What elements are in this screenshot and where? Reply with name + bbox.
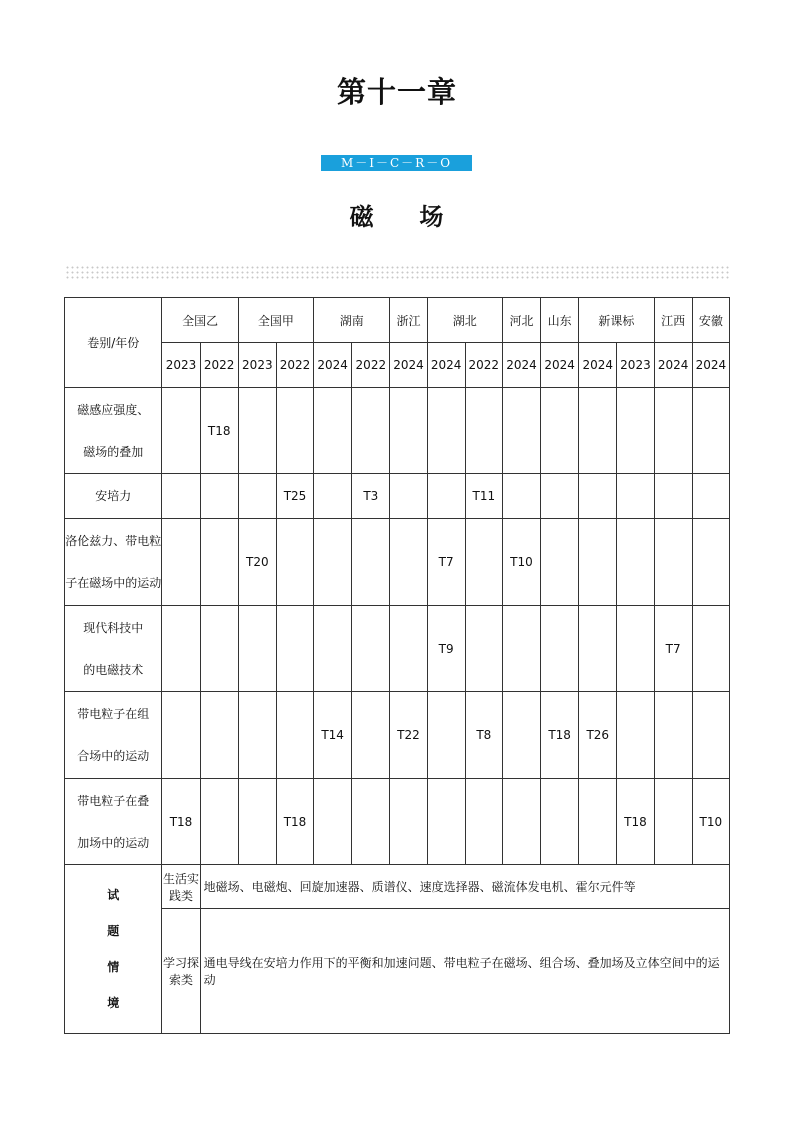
region-cell: 全国乙 — [162, 298, 238, 343]
question-cell — [579, 779, 617, 865]
question-cell — [390, 388, 427, 474]
question-cell — [654, 519, 692, 606]
question-cell — [427, 692, 465, 779]
year-cell: 2024 — [427, 343, 465, 388]
question-cell — [276, 692, 313, 779]
topic-label — [65, 519, 162, 606]
question-cell — [162, 474, 200, 519]
topic-row — [65, 388, 730, 474]
micro-badge: M－I－C－R－O — [321, 155, 472, 171]
question-cell — [276, 388, 313, 474]
question-cell — [238, 388, 276, 474]
region-cell: 安徽 — [692, 298, 729, 343]
region-cell: 全国甲 — [238, 298, 313, 343]
question-cell — [502, 388, 540, 474]
question-cell: T11 — [465, 474, 502, 519]
topic-label-line: 合场中的运动 — [77, 749, 150, 763]
question-cell — [617, 474, 654, 519]
question-cell — [162, 606, 200, 692]
question-cell — [352, 692, 390, 779]
year-cell: 2023 — [617, 343, 654, 388]
year-cell: 2022 — [465, 343, 502, 388]
question-cell — [617, 692, 654, 779]
section-title-char-1: 磁 — [349, 203, 375, 231]
question-cell — [502, 474, 540, 519]
question-cell: T9 — [427, 606, 465, 692]
topic-label — [65, 388, 162, 474]
year-cell: 2024 — [390, 343, 427, 388]
region-header-row — [65, 298, 730, 343]
region-cell: 湖南 — [314, 298, 390, 343]
question-cell — [162, 519, 200, 606]
question-cell: T3 — [352, 474, 390, 519]
question-cell — [352, 519, 390, 606]
context-row-practice — [65, 865, 730, 909]
question-cell — [314, 606, 352, 692]
question-cell: T18 — [541, 692, 579, 779]
question-cell — [692, 388, 729, 474]
question-cell — [579, 519, 617, 606]
question-cell — [617, 606, 654, 692]
question-cell — [200, 606, 238, 692]
topic-row — [65, 519, 730, 606]
question-cell — [579, 388, 617, 474]
year-cell: 2024 — [692, 343, 729, 388]
corner-label: 卷别/年份 — [65, 298, 162, 388]
topic-label-line: 带电粒子在组 — [77, 707, 150, 721]
question-cell — [541, 388, 579, 474]
context-label-char: 题 — [107, 924, 120, 938]
year-header-row — [65, 343, 730, 388]
question-cell — [352, 779, 390, 865]
question-cell: T8 — [465, 692, 502, 779]
question-cell — [427, 474, 465, 519]
question-cell — [579, 474, 617, 519]
year-cell: 2023 — [238, 343, 276, 388]
question-cell — [502, 606, 540, 692]
question-cell — [352, 606, 390, 692]
topic-label — [65, 474, 162, 519]
question-cell — [541, 779, 579, 865]
topic-label — [65, 606, 162, 692]
topic-label — [65, 779, 162, 865]
question-cell — [238, 606, 276, 692]
context-description: 地磁场、电磁炮、回旋加速器、质谱仪、速度选择器、磁流体发电机、霍尔元件等 — [200, 865, 729, 909]
context-vertical-label — [65, 865, 162, 1034]
section-title-char-2: 场 — [419, 203, 445, 231]
region-cell: 浙江 — [390, 298, 427, 343]
question-cell: T7 — [427, 519, 465, 606]
question-cell — [390, 606, 427, 692]
question-cell — [314, 474, 352, 519]
year-cell: 2022 — [276, 343, 313, 388]
question-cell — [617, 388, 654, 474]
question-cell — [390, 519, 427, 606]
question-cell: T10 — [692, 779, 729, 865]
topic-label-line: 磁场的叠加 — [83, 444, 144, 459]
year-cell: 2024 — [579, 343, 617, 388]
question-cell — [692, 519, 729, 606]
topic-row — [65, 779, 730, 865]
topic-label-line: 子在磁场中的运动 — [65, 576, 162, 590]
question-cell — [314, 519, 352, 606]
question-cell: T20 — [238, 519, 276, 606]
topic-label-line: 带电粒子在叠 — [77, 793, 150, 808]
question-cell — [465, 388, 502, 474]
question-cell: T18 — [617, 779, 654, 865]
question-cell — [692, 606, 729, 692]
question-cell — [314, 388, 352, 474]
context-category-label: 学习探索类 — [162, 909, 200, 1034]
question-cell — [502, 692, 540, 779]
question-cell — [579, 606, 617, 692]
question-cell — [654, 692, 692, 779]
question-cell — [162, 388, 200, 474]
topic-label-line: 洛伦兹力、带电粒 — [65, 534, 162, 548]
context-row-exploration — [65, 909, 730, 1034]
question-cell — [200, 692, 238, 779]
question-cell — [541, 474, 579, 519]
region-cell: 山东 — [541, 298, 579, 343]
question-cell: T10 — [502, 519, 540, 606]
context-label-char: 试 — [107, 888, 120, 902]
question-cell — [314, 779, 352, 865]
question-cell — [617, 519, 654, 606]
question-cell — [654, 388, 692, 474]
topic-label — [65, 692, 162, 779]
question-cell — [427, 779, 465, 865]
year-cell: 2022 — [352, 343, 390, 388]
question-cell: T18 — [200, 388, 238, 474]
context-category-label: 生活实践类 — [162, 865, 200, 909]
topic-label-line: 安培力 — [95, 489, 132, 503]
question-cell — [465, 779, 502, 865]
context-label-char: 境 — [107, 996, 120, 1010]
question-cell: T7 — [654, 606, 692, 692]
question-cell: T26 — [579, 692, 617, 779]
year-cell: 2024 — [654, 343, 692, 388]
question-cell — [502, 779, 540, 865]
question-cell — [200, 519, 238, 606]
topic-row — [65, 692, 730, 779]
question-cell: T22 — [390, 692, 427, 779]
question-cell — [238, 474, 276, 519]
context-description: 通电导线在安培力作用下的平衡和加速问题、带电粒子在磁场、组合场、叠加场及立体空间中的运动 — [200, 909, 729, 1034]
topic-row — [65, 474, 730, 519]
question-cell: T14 — [314, 692, 352, 779]
question-cell — [276, 606, 313, 692]
question-cell — [654, 779, 692, 865]
question-cell — [276, 519, 313, 606]
question-cell — [200, 474, 238, 519]
topic-label-line: 磁感应强度、 — [77, 402, 150, 417]
context-label-char: 情 — [107, 960, 120, 974]
year-cell: 2024 — [502, 343, 540, 388]
year-cell: 2022 — [200, 343, 238, 388]
region-cell: 江西 — [654, 298, 692, 343]
topic-label-line: 加场中的运动 — [77, 835, 150, 850]
year-cell: 2023 — [162, 343, 200, 388]
question-cell — [541, 606, 579, 692]
question-cell — [238, 779, 276, 865]
question-cell: T25 — [276, 474, 313, 519]
question-cell — [200, 779, 238, 865]
dotted-divider — [65, 265, 729, 279]
topic-label-line: 的电磁技术 — [83, 662, 144, 677]
year-cell: 2024 — [541, 343, 579, 388]
question-cell — [465, 606, 502, 692]
question-cell — [427, 388, 465, 474]
question-cell — [654, 474, 692, 519]
exam-topic-table — [64, 297, 730, 1034]
topic-row — [65, 606, 730, 692]
region-cell: 河北 — [502, 298, 540, 343]
question-cell — [162, 692, 200, 779]
year-cell: 2024 — [314, 343, 352, 388]
question-cell — [238, 692, 276, 779]
region-cell: 湖北 — [427, 298, 502, 343]
question-cell: T18 — [276, 779, 313, 865]
region-cell: 新课标 — [579, 298, 654, 343]
question-cell — [692, 692, 729, 779]
question-cell — [465, 519, 502, 606]
question-cell — [352, 388, 390, 474]
chapter-title: 第十一章 — [336, 75, 457, 109]
question-cell — [692, 474, 729, 519]
question-cell — [390, 779, 427, 865]
question-cell: T18 — [162, 779, 200, 865]
question-cell — [390, 474, 427, 519]
section-title — [0, 197, 794, 232]
topic-label-line: 现代科技中 — [83, 620, 144, 635]
question-cell — [541, 519, 579, 606]
